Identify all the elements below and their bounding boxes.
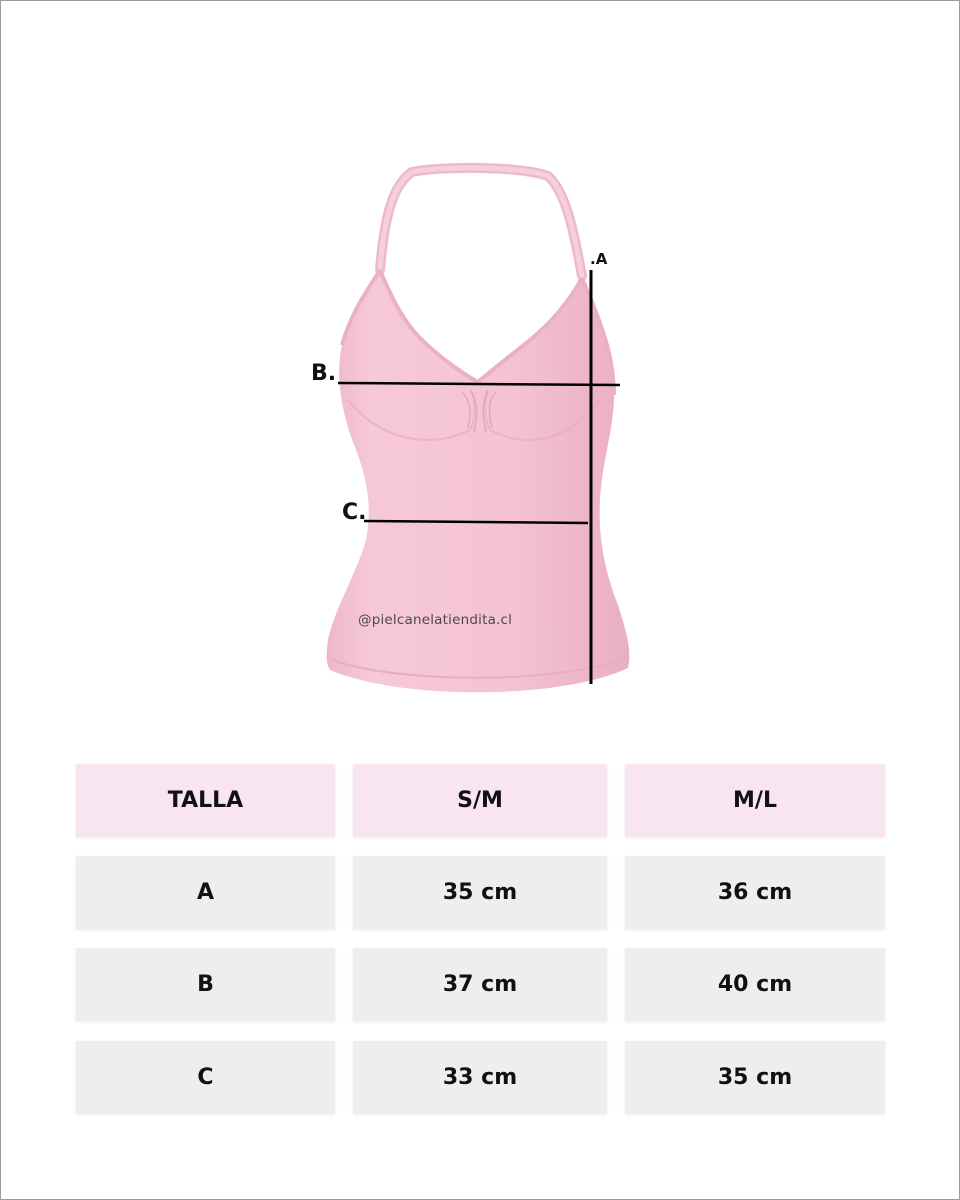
row-a-sm: 35 cm — [353, 856, 607, 929]
header-sm: S/M — [353, 764, 607, 837]
header-ml: M/L — [625, 764, 885, 837]
measure-b-label: B. — [311, 361, 337, 386]
row-b-ml: 40 cm — [625, 948, 885, 1021]
row-c-ml: 35 cm — [625, 1041, 885, 1114]
measure-c-label: C. — [342, 500, 367, 525]
row-a-ml: 36 cm — [625, 856, 885, 929]
top-body — [327, 268, 630, 692]
row-b-measure: B — [76, 948, 335, 1021]
row-c-measure: C — [76, 1041, 335, 1114]
row-c-sm: 33 cm — [353, 1041, 607, 1114]
row-b-sm: 37 cm — [353, 948, 607, 1021]
watermark-handle: @pielcanelatiendita.cl — [358, 612, 513, 628]
header-talla: TALLA — [76, 764, 335, 837]
row-a-measure: A — [76, 856, 335, 929]
halter-strap — [380, 168, 582, 276]
measure-a-label: .A — [590, 250, 608, 268]
